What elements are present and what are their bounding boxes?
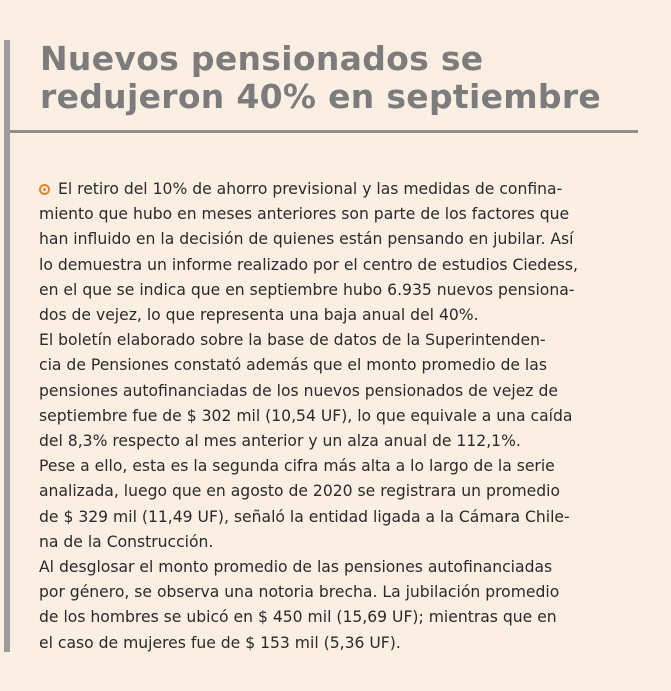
body-line: de $ 329 mil (11,49 UF), señaló la entidad ligada a la Cámara Chile- xyxy=(39,507,570,526)
headline-divider xyxy=(10,130,638,133)
body-line-text: El retiro del 10% de ahorro previsional y las medidas de confina- xyxy=(58,180,563,198)
headline-line-1: Nuevos pensionados se xyxy=(40,39,484,78)
article-headline xyxy=(40,40,650,116)
body-line: El boletín elaborado sobre la base de datos de la Superintenden- xyxy=(39,331,546,350)
body-line: del 8,3% respecto al mes anterior y un alza anual de 112,1%. xyxy=(39,432,521,451)
target-bullet-icon xyxy=(39,184,50,195)
body-line: Pese a ello, esta es la segunda cifra más alta a lo largo de la serie xyxy=(39,457,555,476)
body-line: han influido en la decisión de quienes están pensando en jubilar. Así xyxy=(39,230,574,249)
body-line: el caso de mujeres fue de $ 153 mil (5,36 UF). xyxy=(39,633,401,652)
headline-line-2: redujeron 40% en septiembre xyxy=(40,77,602,116)
body-line: septiembre fue de $ 302 mil (10,54 UF), lo que equivale a una caída xyxy=(39,406,573,425)
body-line: pensiones autofinanciadas de los nuevos pensionados de vejez de xyxy=(39,381,558,400)
body-line: analizada, luego que en agosto de 2020 se registrara un promedio xyxy=(39,482,561,501)
body-line xyxy=(39,177,649,202)
body-line: cia de Pensiones constató además que el monto promedio de las xyxy=(39,356,547,375)
body-line: Al desglosar el monto promedio de las pensiones autofinanciadas xyxy=(39,558,553,577)
body-line: por género, se observa una notoria brecha. La jubilación promedio xyxy=(39,583,560,602)
body-line: de los hombres se ubicó en $ 450 mil (15,69 UF); mientras que en xyxy=(39,608,557,627)
body-line: na de la Construcción. xyxy=(39,532,214,551)
body-line: miento que hubo en meses anteriores son parte de los factores que xyxy=(39,205,570,224)
body-line: en el que se indica que en septiembre hubo 6.935 nuevos pensiona- xyxy=(39,280,575,299)
body-line: lo demuestra un informe realizado por el centro de estudios Ciedess, xyxy=(39,255,578,274)
article-body xyxy=(39,177,649,656)
body-line: dos de vejez, lo que representa una baja anual del 40%. xyxy=(39,306,479,325)
